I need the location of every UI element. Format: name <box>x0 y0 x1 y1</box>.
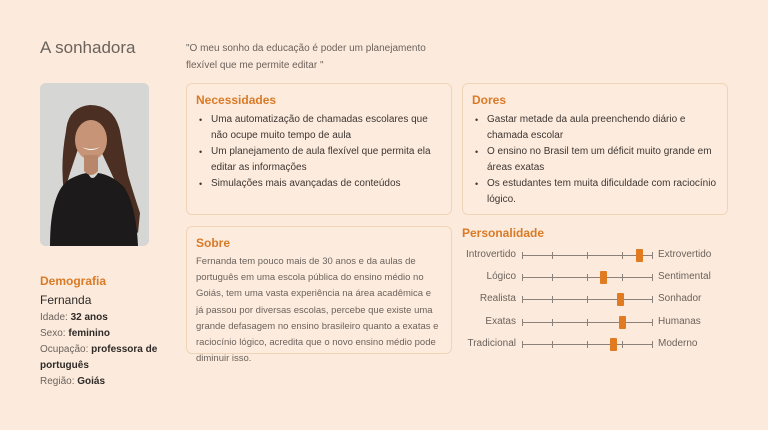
slider-right-label: Extrovertido <box>658 249 712 260</box>
sobre-text: Fernanda tem pouco mais de 30 anos e da aulas de português em uma escola pública do ensino médio no Goiás, tem uma vasta experiência na área acadêmica e já passou por diversas escolas, percebe que existe uma grande defasagem no ensino brasileiro quanto a exatas e raciocínio lógico, acredita que o novo ensino médio pode diminuir isso. <box>196 256 439 365</box>
demo-value: professora de português <box>40 344 158 371</box>
slider-tick <box>652 341 653 348</box>
slider-left-label: Introvertido <box>465 249 516 260</box>
slider-thumb[interactable] <box>619 316 626 329</box>
slider-track <box>522 322 652 323</box>
demografia-heading: Demografia <box>40 274 107 288</box>
slider-left-label: Tradicional <box>467 338 516 349</box>
demo-field-ocupacao <box>40 342 165 374</box>
demo-label: Sexo: <box>40 328 69 339</box>
slider-tick <box>652 252 653 259</box>
slider-tick <box>587 341 588 348</box>
slider-right-label: Sonhador <box>658 293 702 304</box>
slider-track <box>522 344 652 345</box>
persona-photo <box>40 83 149 246</box>
slider-logico-sentimental <box>462 270 712 284</box>
demo-label: Região: <box>40 376 78 387</box>
demo-field-idade <box>40 310 165 326</box>
list-item: • Gastar metade da aula preenchendo diário e chamada escolar <box>472 112 717 144</box>
slider-tick <box>587 296 588 303</box>
dores-card <box>462 83 728 215</box>
demografia-section <box>40 273 165 390</box>
slider-tick <box>622 274 623 281</box>
slider-track <box>522 277 652 278</box>
list-item: • Os estudantes tem muita dificuldade com raciocínio lógico. <box>472 176 717 208</box>
dores-list <box>472 112 717 208</box>
list-item: • Um planejamento de aula flexível que permita ela editar as informações <box>196 144 441 176</box>
slider-track <box>522 299 652 300</box>
slider-track <box>522 255 652 256</box>
necessidades-card <box>186 83 452 215</box>
list-item: • Simulações mais avançadas de conteúdos <box>196 176 441 192</box>
dores-heading: Dores <box>472 93 507 107</box>
slider-tick <box>552 274 553 281</box>
slider-realista-sonhador <box>462 292 712 306</box>
list-item: • Uma automatização de chamadas escolares que não ocupe muito tempo de aula <box>196 112 441 144</box>
sobre-card <box>186 226 452 365</box>
slider-tick <box>652 296 653 303</box>
slider-tick <box>522 252 523 259</box>
persona-title: A sonhadora <box>40 38 136 57</box>
necessidades-heading: Necessidades <box>196 93 277 107</box>
slider-tick <box>587 252 588 259</box>
sobre-heading: Sobre <box>196 236 231 250</box>
slider-left-label: Realista <box>479 293 516 304</box>
slider-exatas-humanas <box>462 315 712 329</box>
demo-value: feminino <box>68 328 111 339</box>
slider-tick <box>552 296 553 303</box>
slider-thumb[interactable] <box>600 271 607 284</box>
slider-tick <box>587 274 588 281</box>
persona-name: Fernanda <box>40 293 92 307</box>
list-item: • O ensino no Brasil tem um déficit muito grande em áreas exatas <box>472 144 717 176</box>
slider-introvertido-extrovertido <box>462 248 712 262</box>
slider-tick <box>522 341 523 348</box>
slider-tick <box>522 319 523 326</box>
demo-field-sexo <box>40 326 165 342</box>
slider-left-label: Exatas <box>485 316 516 327</box>
personalidade-heading: Personalidade <box>462 226 545 240</box>
slider-tick <box>552 341 553 348</box>
slider-right-label: Sentimental <box>658 271 711 282</box>
persona-quote: "O meu sonho da educação é poder um planejamento flexível que me permite editar " <box>186 43 426 71</box>
slider-thumb[interactable] <box>610 338 617 351</box>
necessidades-list <box>196 112 441 192</box>
slider-tick <box>622 341 623 348</box>
slider-right-label: Moderno <box>658 338 698 349</box>
demo-field-regiao <box>40 374 165 390</box>
demo-value: Goiás <box>77 376 106 387</box>
demo-value: 32 anos <box>70 312 108 323</box>
slider-tradicional-moderno <box>462 337 712 351</box>
slider-tick <box>622 252 623 259</box>
slider-tick <box>522 274 523 281</box>
slider-tick <box>552 252 553 259</box>
slider-tick <box>652 274 653 281</box>
slider-thumb[interactable] <box>617 293 624 306</box>
slider-tick <box>522 296 523 303</box>
demo-label: Ocupação: <box>40 344 92 355</box>
slider-tick <box>652 319 653 326</box>
demo-label: Idade: <box>40 312 71 323</box>
slider-tick <box>552 319 553 326</box>
slider-left-label: Lógico <box>486 271 516 282</box>
slider-right-label: Humanas <box>658 316 701 327</box>
slider-tick <box>587 319 588 326</box>
slider-thumb[interactable] <box>636 249 643 262</box>
